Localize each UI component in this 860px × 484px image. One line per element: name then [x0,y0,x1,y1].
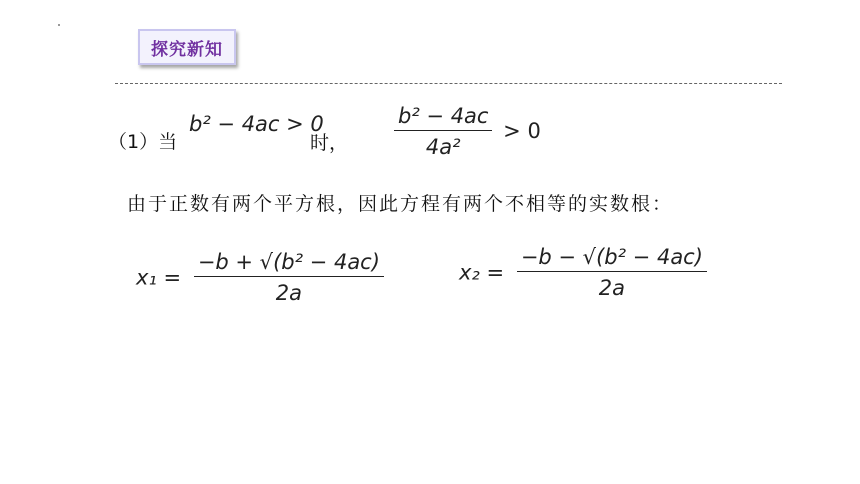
ratio-numerator: b² − 4ac [398,104,489,128]
case-prefix: （1）当 [108,131,178,153]
section-tag [138,29,236,65]
statement-text: 由于正数有两个平方根，因此方程有两个不相等的实数根： [127,193,674,215]
root-x2-formula [459,245,707,300]
root-x1-formula [136,250,384,305]
ratio-fraction [394,104,492,159]
root-x1-denominator: 2a [194,276,384,305]
condition-text: b² − 4ac > 0 [189,112,324,136]
root-x1-lhs: x₁ = [136,265,182,290]
root-x1-numerator: −b + √(b² − 4ac) [197,250,380,274]
condition-expression [189,112,324,136]
root-x2-denominator: 2a [517,271,707,300]
dashed-divider [115,83,782,84]
root-x2-fraction [517,245,707,300]
ratio-expression [394,104,541,159]
section-title: 探究新知 [151,39,223,60]
root-x2-lhs: x₂ = [459,260,505,285]
corner-mark [58,24,60,26]
ratio-denominator: 4a² [394,130,492,159]
ratio-rhs: > 0 [503,118,541,143]
root-x1-fraction [194,250,384,305]
root-x2-numerator: −b − √(b² − 4ac) [520,245,703,269]
case-suffix: 时， [310,132,349,154]
